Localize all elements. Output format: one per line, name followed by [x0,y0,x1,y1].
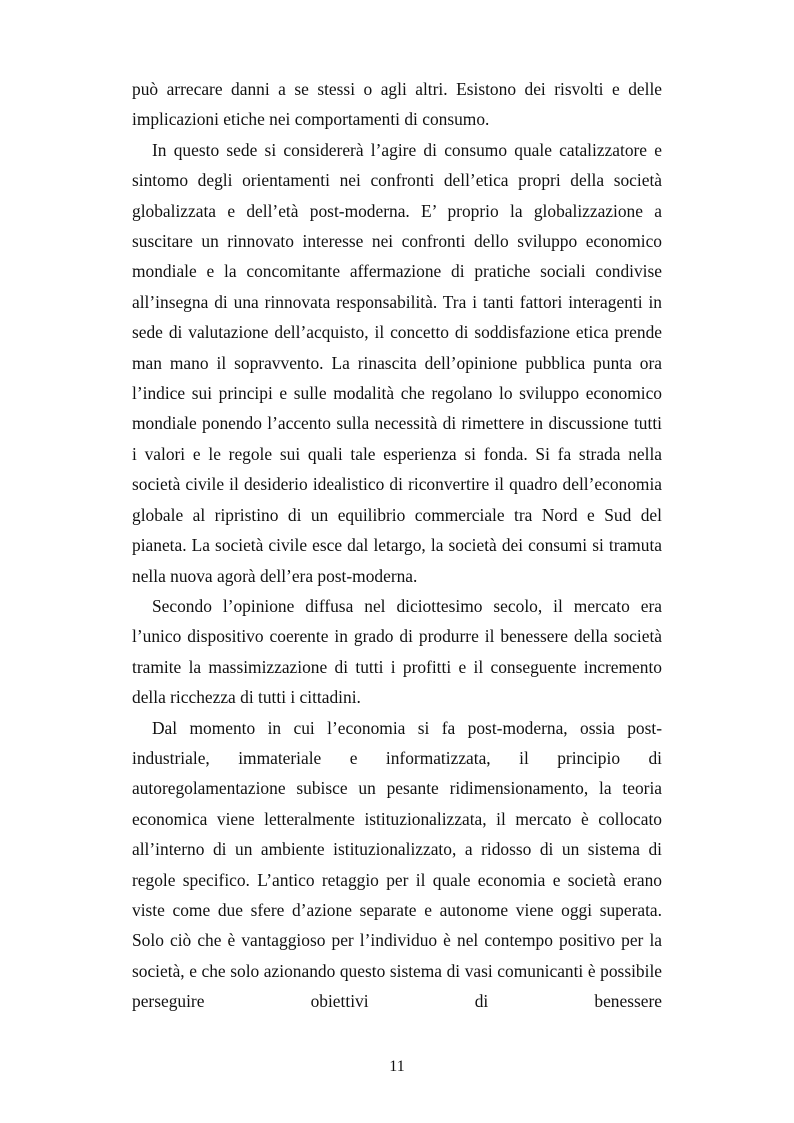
paragraph-mercato-settecento: Secondo l’opinione diffusa nel diciottesimo secolo, il mercato era l’unico dispositivo coerente in grado di produrre il benessere della società tramite la massimizzazione di tutti i profitti e il conseguente incremento della ricchezza di tutti i cittadini. [132,595,662,708]
page-number: 11 [389,1058,405,1075]
paragraph-consumo-etica: In questo sede si considererà l’agire di consumo quale catalizzatore e sintomo degli orientamenti nei confronti dell’etica propri della società globalizzata e dell’età post-moderna. E’ proprio la globalizzazione a suscitare un rinnovato interesse nei confronti dello sviluppo economico mondiale e la concomitante affermazione di pratiche sociali condivise all’insegna di una rinnovata responsabilità. Tra i tanti fattori interagenti in sede di valutazione dell’acquisto, il concetto di soddisfazione etica prende man mano il sopravvento. La rinascita dell’opinione pubblica punta ora l’indice sui principi e sulle modalità che regolano lo sviluppo economico mondiale ponendo l’accento sulla necessità di rimettere in discussione tutti i valori e le regole sui quali tale esperienza si fonda. Si fa strada nella società civile il desiderio idealistico di riconvertire il quadro dell’economia globale al ripristino di un equilibrio commerciale tra Nord e Sud del pianeta. La società civile esce dal letargo, la società dei consumi si tramuta nella nuova agorà dell’era post-moderna. [132,139,662,586]
document-body [132,74,662,1017]
paragraph-economia-postmoderna: Dal momento in cui l’economia si fa post-moderna, ossia post-industriale, immateriale e informatizzata, il principio di autoregolamentazione subisce un pesante ridimensionamento, la teoria economica viene letteralmente istituzionalizzata, il mercato è collocato all’interno di un ambiente istituzionalizzato, a ridosso di un sistema di regole specifico. L’antico retaggio per il quale economia e società erano viste come due sfere d’azione separate e autonome viene oggi superata. Solo ciò che è vantaggioso per l’individuo è nel contempo positivo per la società, e che solo azionando questo sistema di vasi comunicanti è possibile perseguire obiettivi di benessere [132,717,662,1012]
paragraph-continuation: può arrecare danni a se stessi o agli altri. Esistono dei risvolti e delle implicazioni etiche nei comportamenti di consumo. [132,79,662,130]
